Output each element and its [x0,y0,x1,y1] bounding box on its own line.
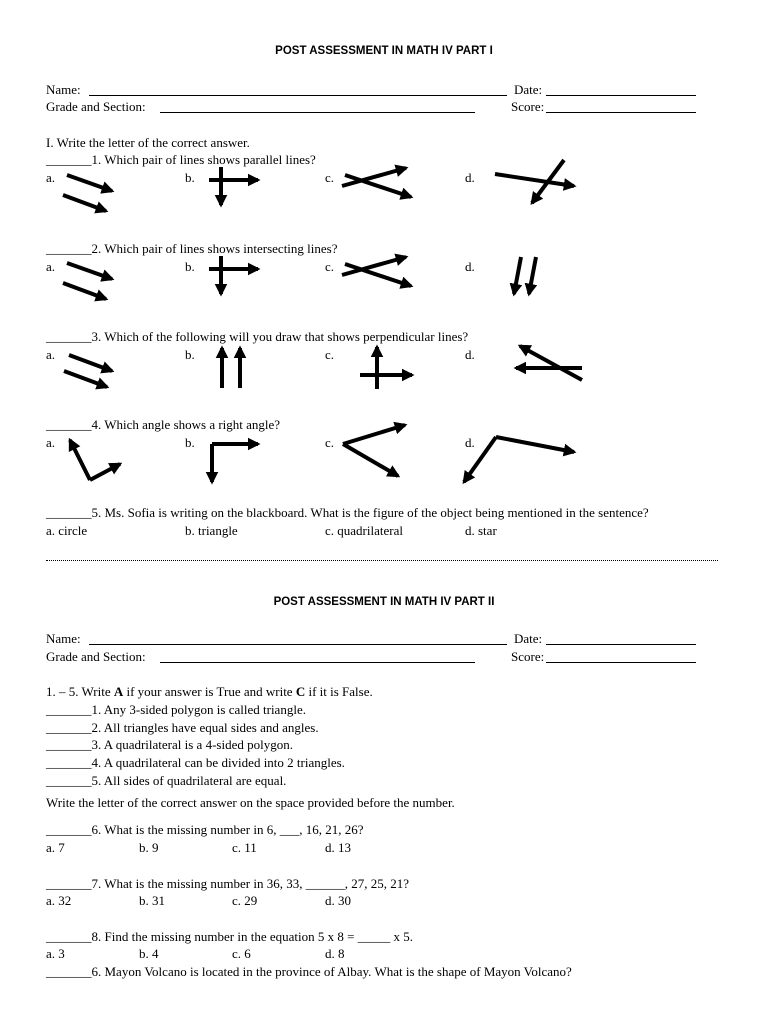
part1-score-field[interactable] [546,112,696,113]
q5-option-a: a. circle [46,523,88,538]
q8-option-b: b. 4 [139,946,159,961]
question-3: _______3. Which of the following will you draw that shows perpendicular lines? [46,329,469,344]
q1-a-parallel-arrows-figure [55,165,125,220]
q4-option-d-label: d. [465,435,475,450]
q2-option-a-label: a. [46,259,56,274]
tf-item-2: _______2. All triangles have equal sides and angles. [46,720,319,735]
q3-b-parallel-up-arrows-figure [210,343,255,393]
tf-item-3: _______3. A quadrilateral is a 4-sided polygon. [46,737,293,752]
q5-option-b: b. triangle [185,523,238,538]
q6-option-a: a. 7 [46,840,65,855]
q7-option-b: b. 31 [139,893,165,908]
part1-name-label: Name: [46,82,81,97]
question-1: _______1. Which pair of lines shows parallel lines? [46,152,316,167]
q5-option-c: c. quadrilateral [325,523,403,538]
q2-d-parallel-down-arrows-figure [500,252,550,302]
question-7: _______7. What is the missing number in 36, 33, ______, 27, 25, 21? [46,876,410,891]
question-9: _______6. Mayon Volcano is located in the province of Albay. What is the shape of Mayon Volcano? [46,964,572,979]
q4-d-obtuse-angle-figure [458,428,583,488]
q8-option-d: d. 8 [325,946,345,961]
q1-option-a-label: a. [46,170,56,185]
q2-option-b-label: b. [185,259,195,274]
q3-option-b-label: b. [185,347,195,362]
q2-a-parallel-arrows-figure [55,255,125,310]
tf-item-1: _______1. Any 3-sided polygon is called triangle. [46,702,306,717]
question-5: _______5. Ms. Sofia is writing on the blackboard. What is the figure of the object being mentioned in the sentence? [46,505,649,520]
q2-c-intersecting-arrows-figure [337,250,422,295]
part1-date-label: Date: [514,82,543,97]
q3-option-c-label: c. [325,347,335,362]
part1-instruction: I. Write the letter of the correct answer. [46,135,250,150]
q3-option-d-label: d. [465,347,475,362]
part2-instruction: Write the letter of the correct answer on the space provided before the number. [46,795,455,810]
q7-option-a: a. 32 [46,893,72,908]
q1-b-perpendicular-arrows-figure [200,163,270,213]
q3-a-parallel-arrows-figure [55,345,125,400]
part1-score-label: Score: [511,99,545,114]
q6-option-c: c. 11 [232,840,257,855]
part1-name-field[interactable] [89,95,507,96]
part2-name-field[interactable] [89,644,507,645]
q7-option-d: d. 30 [325,893,351,908]
q2-option-d-label: d. [465,259,475,274]
q1-d-intersecting-arrows-figure [490,155,585,210]
q4-b-right-angle-figure [200,432,270,487]
tf-item-5: _______5. All sides of quadrilateral are equal. [46,773,287,788]
q1-option-d-label: d. [465,170,475,185]
q4-option-c-label: c. [325,435,335,450]
part2-grade-label: Grade and Section: [46,649,146,664]
part2-date-label: Date: [514,631,543,646]
q4-option-a-label: a. [46,435,56,450]
part1-title: POST ASSESSMENT IN MATH IV PART I [275,45,493,57]
q7-option-c: c. 29 [232,893,258,908]
question-8: _______8. Find the missing number in the equation 5 x 8 = _____ x 5. [46,929,413,944]
part2-score-field[interactable] [546,662,696,663]
part2-date-field[interactable] [546,644,696,645]
q6-option-d: d. 13 [325,840,351,855]
part2-score-label: Score: [511,649,545,664]
q8-option-a: a. 3 [46,946,65,961]
part2-name-label: Name: [46,631,81,646]
part1-grade-label: Grade and Section: [46,99,146,114]
q5-option-d: d. star [465,523,497,538]
tf-item-4: _______4. A quadrilateral can be divided into 2 triangles. [46,755,345,770]
q4-a-acute-angle-figure [60,432,130,487]
q8-option-c: c. 6 [232,946,251,961]
q4-option-b-label: b. [185,435,195,450]
q1-option-c-label: c. [325,170,335,185]
part2-title: POST ASSESSMENT IN MATH IV PART II [273,596,495,608]
q3-c-perpendicular-arrows-figure [355,343,420,393]
true-false-instruction: 1. – 5. Write A if your answer is True and write C if it is False. [46,684,373,699]
q3-d-intersecting-arrows-figure [510,340,590,385]
part2-grade-field[interactable] [160,662,475,663]
part1-grade-field[interactable] [160,112,475,113]
question-6: _______6. What is the missing number in 6, ___, 16, 21, 26? [46,822,364,837]
q2-b-perpendicular-arrows-figure [200,252,270,302]
q3-option-a-label: a. [46,347,56,362]
q1-c-intersecting-arrows-figure [337,160,422,205]
q1-option-b-label: b. [185,170,195,185]
question-2: _______2. Which pair of lines shows intersecting lines? [46,241,338,256]
question-4: _______4. Which angle shows a right angle? [46,417,281,432]
part-divider [46,560,718,561]
q4-c-acute-angle-figure [337,418,417,483]
q6-option-b: b. 9 [139,840,159,855]
q2-option-c-label: c. [325,259,335,274]
part1-date-field[interactable] [546,95,696,96]
